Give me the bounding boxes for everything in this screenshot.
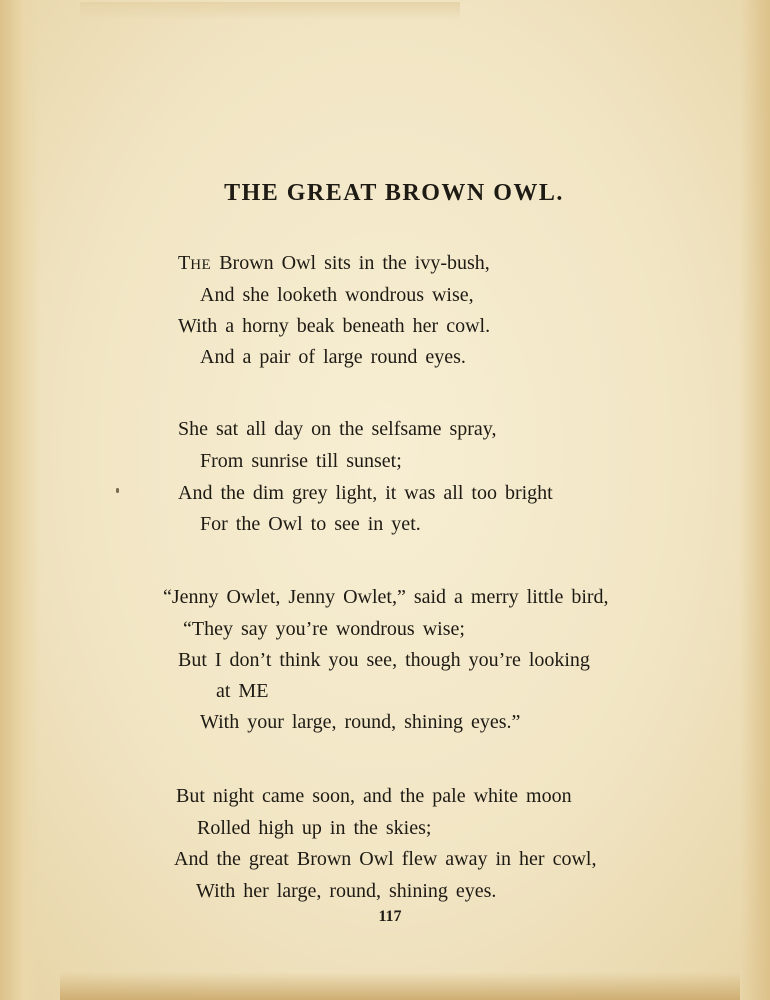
poem-line: But I don’t think you see, though you’re looking bbox=[178, 649, 590, 671]
poem-line: She sat all day on the selfsame spray, bbox=[178, 418, 497, 440]
poem-line-text: Brown Owl sits in the ivy-bush, bbox=[211, 252, 490, 274]
page-number: 117 bbox=[378, 908, 402, 925]
poem-line: “Jenny Owlet, Jenny Owlet,” said a merry little bird, bbox=[163, 586, 609, 608]
poem-line: From sunrise till sunset; bbox=[200, 450, 402, 472]
page-edge-shadow-left bbox=[0, 0, 40, 1000]
poem-line: For the Owl to see in yet. bbox=[200, 513, 421, 535]
drop-cap: T bbox=[178, 252, 191, 274]
poem-line: With her large, round, shining eyes. bbox=[196, 880, 497, 902]
ink-speck bbox=[116, 488, 119, 493]
poem-line: With your large, round, shining eyes.” bbox=[200, 711, 521, 733]
page-stain-bottom bbox=[60, 972, 740, 1000]
poem-line: And she looketh wondrous wise, bbox=[200, 284, 474, 306]
poem-line: Rolled high up in the skies; bbox=[197, 817, 432, 839]
small-caps-word: HE bbox=[190, 257, 212, 273]
poem-title: THE GREAT BROWN OWL. bbox=[224, 180, 564, 206]
poem-line: And a pair of large round eyes. bbox=[200, 346, 466, 368]
poem-line: “They say you’re wondrous wise; bbox=[183, 618, 465, 640]
poem-line bbox=[178, 250, 490, 278]
page-edge-shadow-right bbox=[740, 0, 770, 1000]
poem-line: at ME bbox=[216, 680, 269, 702]
poem-line: And the dim grey light, it was all too bright bbox=[178, 482, 553, 504]
poem-line: With a horny beak beneath her cowl. bbox=[178, 315, 491, 337]
page-stain-top bbox=[80, 2, 460, 20]
poem-line: But night came soon, and the pale white moon bbox=[176, 785, 572, 807]
poem-line: And the great Brown Owl flew away in her cowl, bbox=[174, 848, 597, 870]
